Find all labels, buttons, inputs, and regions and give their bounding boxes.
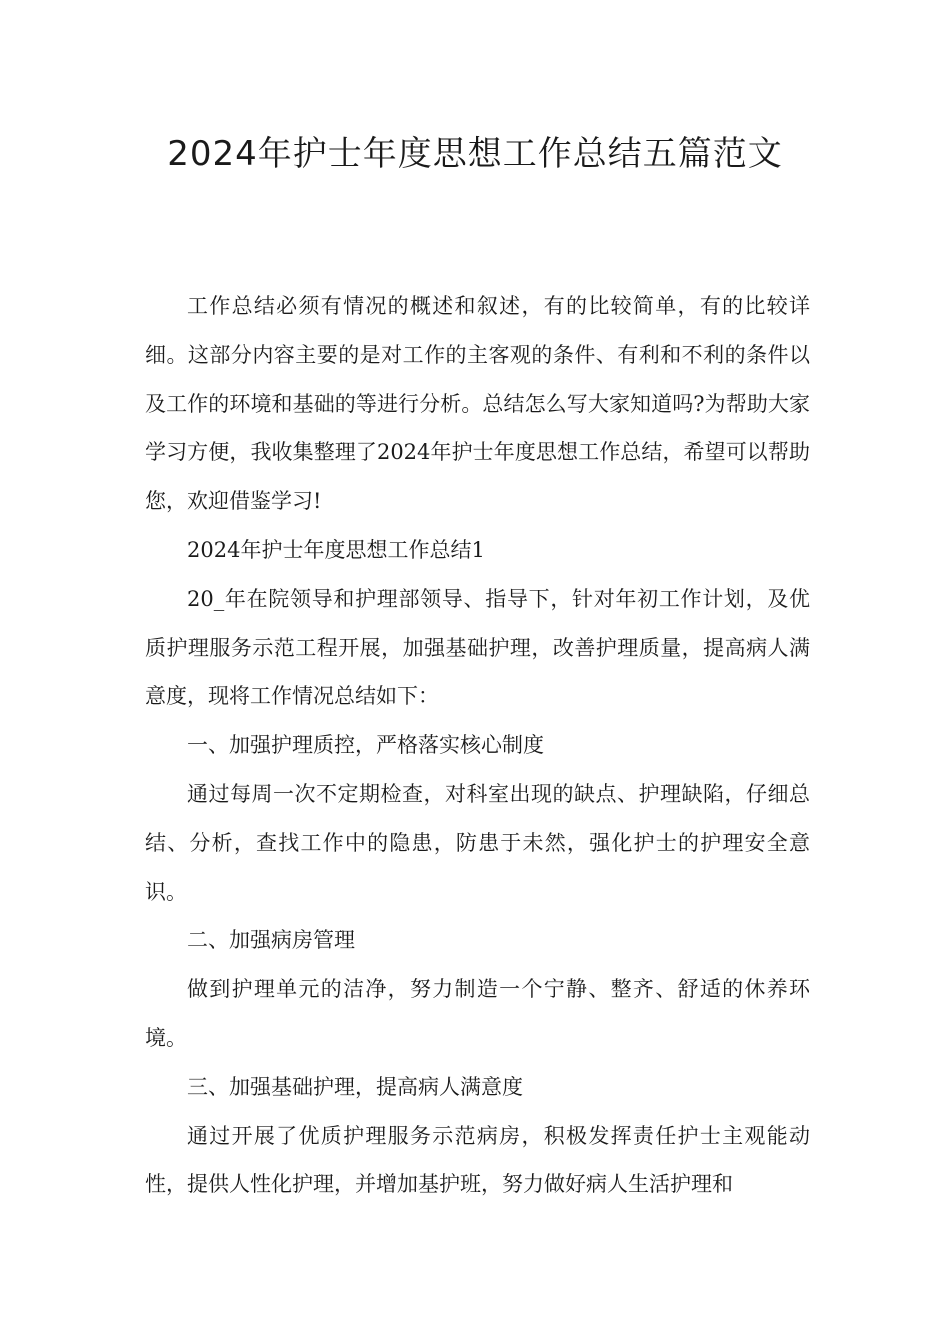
quality-control-paragraph: 通过每周一次不定期检查，对科室出现的缺点、护理缺陷，仔细总结、分析，查找工作中的隐患，防患于未然，强化护士的护理安全意识。 [145, 781, 810, 904]
section-heading-basic-nursing: 三、加强基础护理，提高病人满意度 [187, 1074, 523, 1099]
document-title: 2024年护士年度思想工作总结五篇范文 [167, 134, 783, 174]
document-body [145, 282, 810, 1209]
basic-nursing-paragraph: 通过开展了优质护理服务示范病房，积极发挥责任护士主观能动性，提供人性化护理，并增加基护班，努力做好病人生活护理和 [145, 1123, 810, 1197]
section-heading-ward-management: 二、加强病房管理 [187, 928, 355, 953]
summary-intro-paragraph: 20_年在院领导和护理部领导、指导下，针对年初工作计划，及优质护理服务示范工程开展，加强基础护理，改善护理质量，提高病人满意度，现将工作情况总结如下： [145, 586, 810, 709]
section-heading-quality-control: 一、加强护理质控，严格落实核心制度 [187, 733, 544, 758]
section-heading-summary-1: 2024年护士年度思想工作总结1 [187, 537, 485, 562]
intro-paragraph: 工作总结必须有情况的概述和叙述，有的比较简单，有的比较详细。这部分内容主要的是对工作的主客观的条件、有利和不利的条件以及工作的环境和基础的等进行分析。总结怎么写大家知道吗?为帮助大家学习方便，我收集整理了2024年护士年度思想工作总结，希望可以帮助您，欢迎借鉴学习! [145, 294, 810, 514]
ward-management-paragraph: 做到护理单元的洁净，努力制造一个宁静、整齐、舒适的休养环境。 [145, 977, 810, 1050]
